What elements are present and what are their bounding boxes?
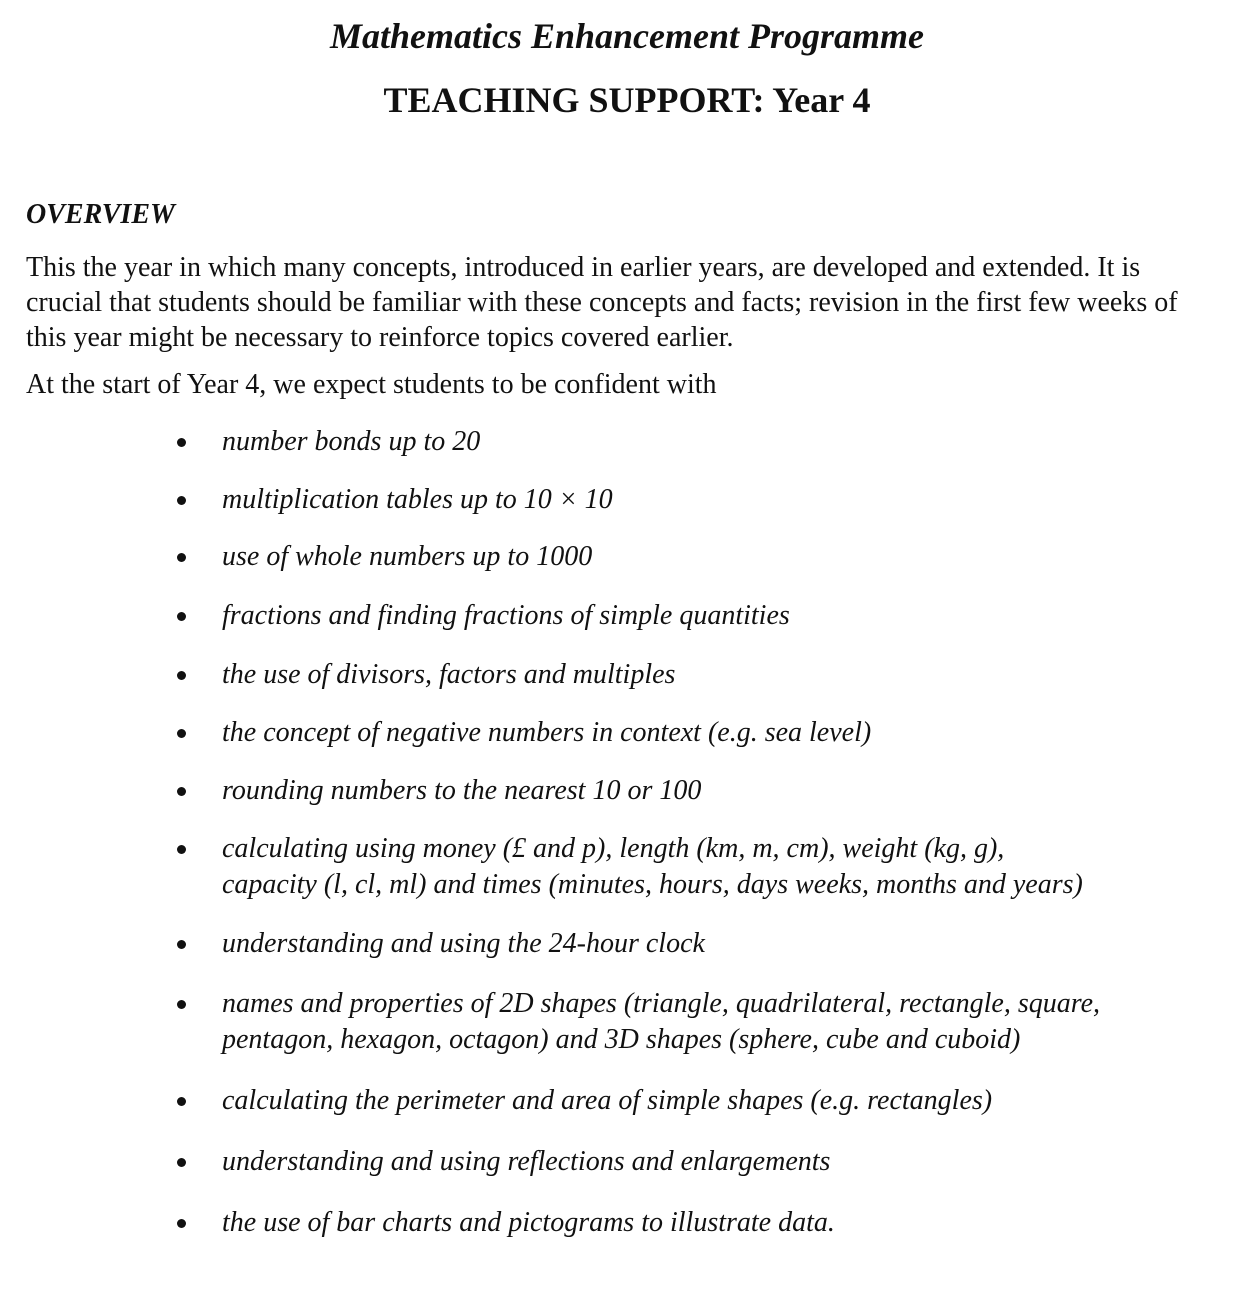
list-item-text xyxy=(222,598,1222,634)
list-item-text xyxy=(222,657,1222,693)
bullet-dot-icon xyxy=(177,1097,186,1106)
overview-paragraph-line: This the year in which many concepts, introduced in earlier years, are developed and extended. It is xyxy=(26,252,1141,283)
list-item-line: number bonds up to 20 xyxy=(222,426,481,457)
overview-heading: OVERVIEW xyxy=(26,199,175,230)
bullet-dot-icon xyxy=(177,438,186,447)
list-item-text xyxy=(222,986,1222,1058)
list-item-line: understanding and using the 24-hour clock xyxy=(222,928,705,959)
list-item-line: the use of divisors, factors and multiples xyxy=(222,659,676,690)
list-item-text xyxy=(222,1144,1222,1180)
bullet-dot-icon xyxy=(177,612,186,621)
bullet-dot-icon xyxy=(177,671,186,680)
list-item-text xyxy=(222,1205,1222,1241)
overview-paragraph-line: crucial that students should be familiar with these concepts and facts; revision in the first few weeks of xyxy=(26,287,1178,318)
list-item-line: calculating the perimeter and area of simple shapes (e.g. rectangles) xyxy=(222,1085,993,1116)
list-item-text xyxy=(222,773,1222,809)
overview-paragraph-line: this year might be necessary to reinforce topics covered earlier. xyxy=(26,322,734,353)
bullet-dot-icon xyxy=(177,1000,186,1009)
bullet-dot-icon xyxy=(177,1158,186,1167)
list-item-text xyxy=(222,424,1222,460)
bullet-dot-icon xyxy=(177,729,186,738)
document-title: Mathematics Enhancement Programme xyxy=(329,16,925,56)
list-item-line: the use of bar charts and pictograms to illustrate data. xyxy=(222,1207,835,1238)
list-item-line: multiplication tables up to 10 × 10 xyxy=(222,484,613,515)
list-item-line: calculating using money (£ and p), length (km, m, cm), weight (kg, g), xyxy=(222,833,1005,864)
list-item-line: use of whole numbers up to 1000 xyxy=(222,541,593,572)
list-item-text xyxy=(222,539,1222,575)
document-subtitle: TEACHING SUPPORT: Year 4 xyxy=(383,80,871,120)
bullet-dot-icon xyxy=(177,1219,186,1228)
list-item-line: understanding and using reflections and enlargements xyxy=(222,1146,831,1177)
bullet-dot-icon xyxy=(177,845,186,854)
list-item-text xyxy=(222,1083,1222,1119)
list-item-line: names and properties of 2D shapes (triangle, quadrilateral, rectangle, square, xyxy=(222,988,1101,1019)
list-item-line: rounding numbers to the nearest 10 or 100 xyxy=(222,775,702,806)
list-item-text xyxy=(222,715,1222,751)
list-item-line: the concept of negative numbers in context (e.g. sea level) xyxy=(222,717,872,748)
list-item-line: pentagon, hexagon, octagon) and 3D shapes (sphere, cube and cuboid) xyxy=(222,1024,1021,1055)
bullet-dot-icon xyxy=(177,787,186,796)
list-item-text xyxy=(222,926,1222,962)
list-item-line: fractions and finding fractions of simple quantities xyxy=(222,600,790,631)
bullet-dot-icon xyxy=(177,496,186,505)
bullet-dot-icon xyxy=(177,940,186,949)
expectations-lead: At the start of Year 4, we expect students to be confident with xyxy=(26,369,717,400)
list-item-text xyxy=(222,831,1222,903)
bullet-dot-icon xyxy=(177,553,186,562)
list-item-text xyxy=(222,482,1222,518)
list-item-line: capacity (l, cl, ml) and times (minutes, hours, days weeks, months and years) xyxy=(222,869,1083,900)
